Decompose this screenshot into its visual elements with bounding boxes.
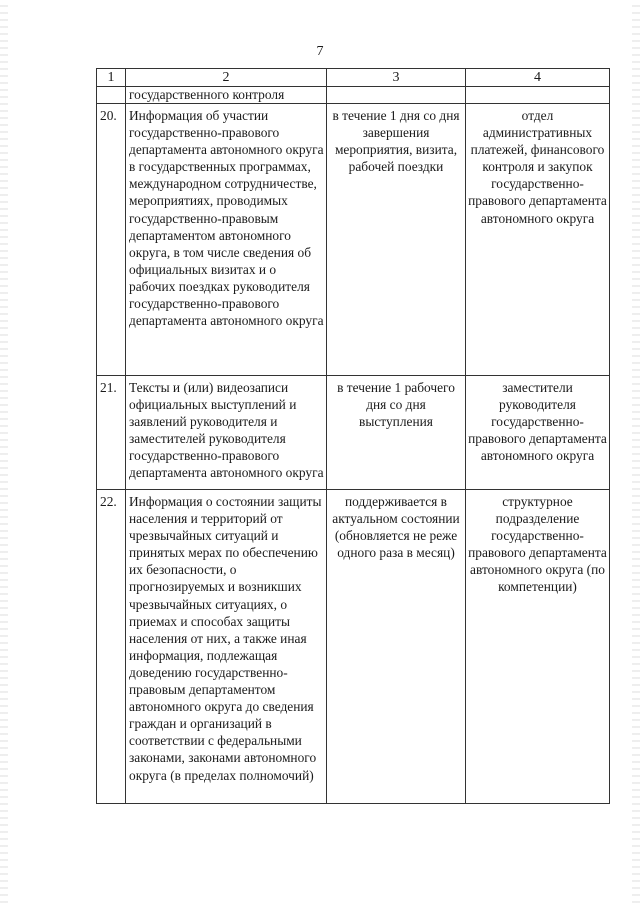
disclosure-table: [96, 68, 610, 804]
table-row: [97, 376, 610, 490]
header-cell-3: 3: [327, 69, 466, 87]
row-info: Информация о состоянии защиты населения и территорий от чрезвычайных ситуаций и принятых мерах по обеспечению их безопасности, о прогнозируемых и возникших чрезвычайных ситуациях, о приемах и способах защиты населения от них, а также иная информация, подлежащая доведению государственно-правовым департаментом автономного округа до сведения граждан и организаций в соответствии с федеральными законами, законами автономного округа (в пределах полномочий): [126, 490, 327, 804]
row-period: поддерживается в актуальном состоянии (обновляется не реже одного раза в месяц): [327, 490, 466, 804]
header-cell-2: 2: [126, 69, 327, 87]
row-number: 22.: [97, 490, 126, 804]
continuation-text: государственного контроля: [126, 87, 327, 104]
continuation-responsible-cell: [466, 87, 610, 104]
row-info: Тексты и (или) видеозаписи официальных выступлений и заявлений руководителя и заместителей руководителя государственно-правового департамента автономного округа: [126, 376, 327, 490]
scan-edge-right: [632, 0, 640, 905]
row-period: в течение 1 дня со дня завершения мероприятия, визита, рабочей поездки: [327, 104, 466, 376]
continuation-num-cell: [97, 87, 126, 104]
row-period: в течение 1 рабочего дня со дня выступления: [327, 376, 466, 490]
row-info: Информация об участии государственно-правового департамента автономного округа в государственных программах, международном сотрудничестве, мероприятиях, проводимых государственно-правовым департаментом автономного округа, в том числе сведения об официальных визитах и о рабочих поездках руководителя государственно-правового департамента автономного округа: [126, 104, 327, 376]
row-number: 21.: [97, 376, 126, 490]
table-row: [97, 490, 610, 804]
row-responsible: структурное подразделение государственно-правового департамента автономного округа (по компетенции): [466, 490, 610, 804]
row-number: 20.: [97, 104, 126, 376]
header-cell-1: 1: [97, 69, 126, 87]
scan-edge-left: [0, 0, 8, 905]
table-row: [97, 104, 610, 376]
header-cell-4: 4: [466, 69, 610, 87]
continuation-row: [97, 87, 610, 104]
page-number: 7: [316, 44, 324, 59]
continuation-period-cell: [327, 87, 466, 104]
row-responsible: отдел административных платежей, финансового контроля и закупок государственно-правового департамента автономного округа: [466, 104, 610, 376]
table-header-row: [97, 69, 610, 87]
row-responsible: заместители руководителя государственно-правового департамента автономного округа: [466, 376, 610, 490]
